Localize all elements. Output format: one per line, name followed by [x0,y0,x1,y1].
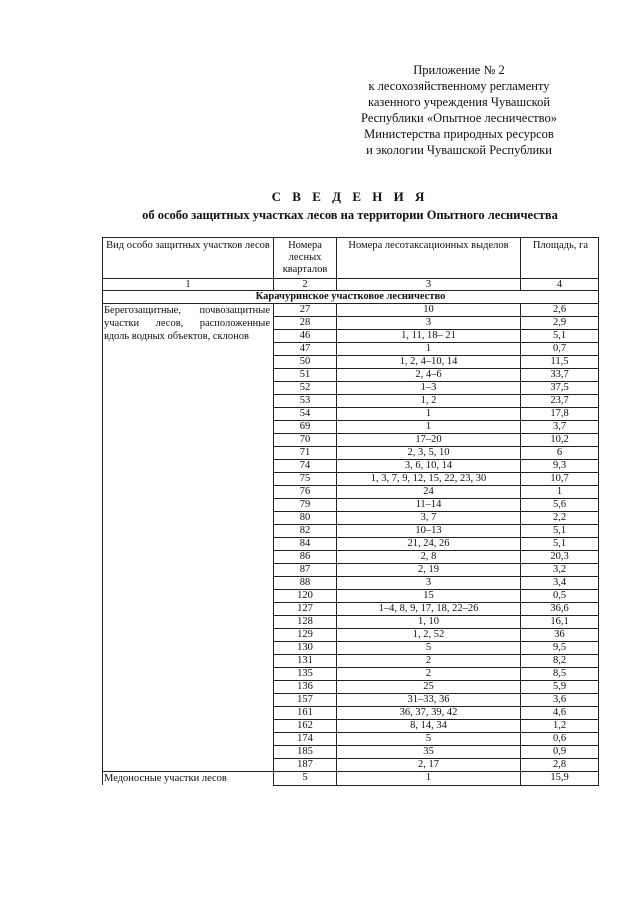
area-cell: 3,2 [521,564,599,577]
plots-cell: 1–4, 8, 9, 17, 18, 22–26 [337,603,521,616]
plots-cell: 2, 17 [337,759,521,772]
appendix-line: казенного учреждения Чувашской [367,95,551,109]
plots-cell: 35 [337,746,521,759]
quarter-cell: 129 [274,629,337,642]
quarter-cell: 162 [274,720,337,733]
appendix-line: Министерства природных ресурсов [364,127,554,141]
quarter-cell: 76 [274,486,337,499]
table-row [103,772,599,786]
area-cell: 10,7 [521,473,599,486]
plots-cell: 3 [337,577,521,590]
document-title [90,188,610,224]
column-number: 3 [337,279,521,291]
quarter-cell: 82 [274,525,337,538]
quarter-cell: 28 [274,317,337,330]
quarter-cell: 27 [274,304,337,317]
plots-cell: 2, 8 [337,551,521,564]
plots-cell: 1, 2, 52 [337,629,521,642]
appendix-line: Республики «Опытное лесничество» [361,111,557,125]
area-cell: 0,7 [521,343,599,356]
area-cell: 36 [521,629,599,642]
quarter-cell: 51 [274,369,337,382]
quarter-cell: 128 [274,616,337,629]
header-plots: Номера лесотаксационных выделов [337,238,521,279]
plots-cell: 1–3 [337,382,521,395]
plots-cell: 1, 2 [337,395,521,408]
area-cell: 3,7 [521,421,599,434]
area-cell: 6 [521,447,599,460]
table-header-row [103,238,599,279]
area-cell: 0,9 [521,746,599,759]
plots-cell: 1 [337,772,521,786]
column-number: 1 [103,279,274,291]
protected-areas-table [102,237,599,786]
quarter-cell: 5 [274,772,337,786]
table-body [103,304,599,786]
area-cell: 33,7 [521,369,599,382]
area-cell: 9,5 [521,642,599,655]
quarter-cell: 75 [274,473,337,486]
area-cell: 2,2 [521,512,599,525]
column-number: 2 [274,279,337,291]
quarter-cell: 88 [274,577,337,590]
plots-cell: 1, 11, 18– 21 [337,330,521,343]
header-area: Площадь, га [521,238,599,279]
plots-cell: 2 [337,655,521,668]
quarter-cell: 185 [274,746,337,759]
quarter-cell: 127 [274,603,337,616]
quarter-cell: 130 [274,642,337,655]
area-cell: 2,9 [521,317,599,330]
header-type: Вид особо защитных участков лесов [103,238,274,279]
quarter-cell: 69 [274,421,337,434]
quarter-cell: 86 [274,551,337,564]
quarter-cell: 50 [274,356,337,369]
quarter-cell: 54 [274,408,337,421]
plots-cell: 17–20 [337,434,521,447]
table-row [103,304,599,317]
plots-cell: 36, 37, 39, 42 [337,707,521,720]
plots-cell: 2, 19 [337,564,521,577]
area-cell: 3,6 [521,694,599,707]
area-cell: 5,1 [521,538,599,551]
area-cell: 5,1 [521,525,599,538]
quarter-cell: 74 [274,460,337,473]
plots-cell: 1 [337,421,521,434]
area-cell: 2,6 [521,304,599,317]
area-cell: 1,2 [521,720,599,733]
quarter-cell: 131 [274,655,337,668]
plots-cell: 1, 2, 4–10, 14 [337,356,521,369]
plots-cell: 2, 4–6 [337,369,521,382]
area-cell: 5,9 [521,681,599,694]
area-cell: 0,6 [521,733,599,746]
area-cell: 23,7 [521,395,599,408]
plots-cell: 2, 3, 5, 10 [337,447,521,460]
appendix-block [330,62,588,158]
area-cell: 11,5 [521,356,599,369]
plots-cell: 5 [337,733,521,746]
plots-cell: 10–13 [337,525,521,538]
plots-cell: 24 [337,486,521,499]
header-quarters: Номера лесных кварталов [274,238,337,279]
quarter-cell: 135 [274,668,337,681]
column-number-row [103,279,599,291]
plots-cell: 1 [337,343,521,356]
area-cell: 36,6 [521,603,599,616]
plots-cell: 8, 14, 34 [337,720,521,733]
area-type-cell: Медоносные участки лесов [103,772,274,786]
area-cell: 4,6 [521,707,599,720]
area-cell: 17,8 [521,408,599,421]
area-cell: 1 [521,486,599,499]
plots-cell: 1, 3, 7, 9, 12, 15, 22, 23, 30 [337,473,521,486]
area-cell: 8,2 [521,655,599,668]
plots-cell: 11–14 [337,499,521,512]
plots-cell: 10 [337,304,521,317]
plots-cell: 5 [337,642,521,655]
quarter-cell: 136 [274,681,337,694]
area-cell: 5,6 [521,499,599,512]
appendix-line: и экологии Чувашской Республики [366,143,552,157]
area-cell: 0,5 [521,590,599,603]
area-cell: 15,9 [521,772,599,786]
title-heading: С В Е Д Е Н И Я [271,189,429,204]
area-cell: 8,5 [521,668,599,681]
quarter-cell: 187 [274,759,337,772]
quarter-cell: 87 [274,564,337,577]
area-cell: 2,8 [521,759,599,772]
quarter-cell: 52 [274,382,337,395]
quarter-cell: 71 [274,447,337,460]
quarter-cell: 46 [274,330,337,343]
plots-cell: 21, 24, 26 [337,538,521,551]
quarter-cell: 120 [274,590,337,603]
plots-cell: 3, 7 [337,512,521,525]
area-cell: 9,3 [521,460,599,473]
area-cell: 3,4 [521,577,599,590]
quarter-cell: 157 [274,694,337,707]
quarter-cell: 80 [274,512,337,525]
plots-cell: 31–33, 36 [337,694,521,707]
quarter-cell: 161 [274,707,337,720]
appendix-line: к лесохозяйственному регламенту [368,79,550,93]
quarter-cell: 53 [274,395,337,408]
plots-cell: 3 [337,317,521,330]
area-cell: 5,1 [521,330,599,343]
section-title: Карачуринское участковое лесничество [103,291,599,304]
plots-cell: 1 [337,408,521,421]
area-cell: 10,2 [521,434,599,447]
plots-cell: 25 [337,681,521,694]
area-cell: 20,3 [521,551,599,564]
plots-cell: 2 [337,668,521,681]
title-subheading: об особо защитных участках лесов на территории Опытного лесничества [142,208,558,222]
appendix-line: Приложение № 2 [413,63,505,77]
section-row [103,291,599,304]
quarter-cell: 174 [274,733,337,746]
column-number: 4 [521,279,599,291]
quarter-cell: 79 [274,499,337,512]
area-cell: 37,5 [521,382,599,395]
quarter-cell: 70 [274,434,337,447]
area-type-cell: Берегозащитные, почвозащитные участки лесов, расположенные вдоль водных объектов, склонов [103,304,274,772]
quarter-cell: 84 [274,538,337,551]
plots-cell: 1, 10 [337,616,521,629]
quarter-cell: 47 [274,343,337,356]
plots-cell: 3, 6, 10, 14 [337,460,521,473]
area-cell: 16,1 [521,616,599,629]
plots-cell: 15 [337,590,521,603]
